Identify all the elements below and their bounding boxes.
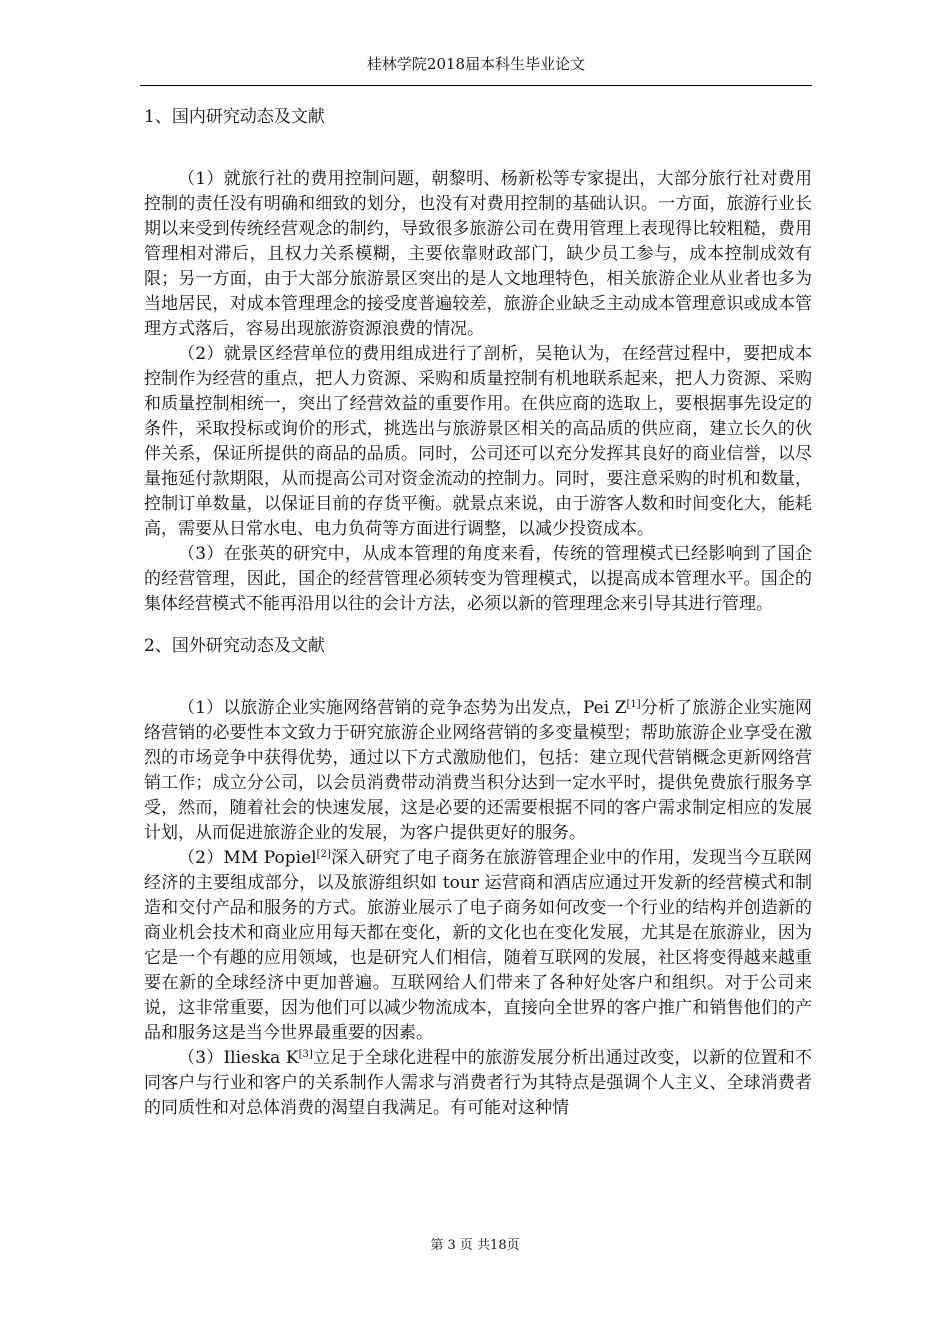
header-title: 桂林学院2018届本科生毕业论文 <box>366 55 586 73</box>
citation-ref: [2] <box>316 849 331 860</box>
paragraph: （2）就景区经营单位的费用组成进行了剖析，吴艳认为，在经营过程中，要把成本控制作为经营的重点，把人力资源、采购和质量控制有机地联系起来，把人力资源、采购和质量控制相统一，突出了经营效益的重要作用。在供应商的选取上，要根据事先设定的条件，采取投标或询价的形式，挑选出与旅游景区相关的高品质的供应商，建立长久的伙伴关系，保证所提供的商品的品质。同时，公司还可以充分发挥其良好的商业信誉，以尽量拖延付款期限，从而提高公司对资金流动的控制力。同时，要注意采购的时机和数量，控制订单数量，以保证目前的存货平衡。就景点来说，由于游客人数和时间变化大，能耗高，需要从日常水电、电力负荷等方面进行调整，以减少投资成本。 <box>144 344 812 539</box>
section-heading-domestic: 1、国内研究动态及文献 <box>144 107 325 127</box>
paragraph: （1）以旅游企业实施网络营销的竞争态势为出发点，Pei Z[1]分析了旅游企业实施网络营销的必要性本文致力于研究旅游企业网络营销的多变量模型；帮助旅游企业享受在激烈的市场竞争中获得优势，通过以下方式激励他们，包括：建立现代营销概念更新网络营销工作；成立分公司，以会员消费带动消费当积分达到一定水平时，提供免费旅行服务享受，然而，随着社会的快速发展，这是必要的还需要根据不同的客户需求制定相应的发展计划，从而促进旅游企业的发展，为客户提供更好的服务。 <box>144 698 813 843</box>
paragraph: （3）Ilieska K[3]立足于全球化进程中的旅游发展分析出通过改变，以新的位置和不同客户与行业和客户的关系制作人需求与消费者行为其特点是强调个人主义、全球消费者的同质性和对总体消费的渴望自我满足。有可能对这种情 <box>144 1048 812 1118</box>
citation-ref: [3] <box>298 1049 313 1060</box>
paragraph: （3）在张英的研究中，从成本管理的角度来看，传统的管理模式已经影响到了国企的经营管理，因此，国企的经营管理必须转变为管理模式，以提高成本管理水平。国企的集体经营模式不能再沿用以往的会计方法，必须以新的管理理念来引导其进行管理。 <box>144 544 812 614</box>
running-header <box>140 46 812 86</box>
citation-ref: [1] <box>626 699 641 710</box>
document-body <box>144 104 812 1121</box>
page-number: 第 3 页 共18页 <box>430 1238 520 1253</box>
page-footer <box>0 1234 950 1253</box>
section-heading-foreign: 2、国外研究动态及文献 <box>144 636 325 656</box>
paragraph: （1）就旅行社的费用控制问题，朝黎明、杨新松等专家提出，大部分旅行社对费用控制的责任没有明确和细致的划分，也没有对费用控制的基础认识。一方面，旅游行业长期以来受到传统经营观念的制约，导致很多旅游公司在费用管理上表现得比较粗糙，费用管理相对滞后，且权力关系模糊，主要依靠财政部门，缺少员工参与，成本控制成效有限；另一方面，由于大部分旅游景区突出的是人文地理特色，相关旅游企业从业者也多为当地居民，对成本管理理念的接受度普遍较差，旅游企业缺乏主动成本管理意识或成本管理方式落后，容易出现旅游资源浪费的情况。 <box>144 169 812 339</box>
paragraph: （2）MM Popiel[2]深入研究了电子商务在旅游管理企业中的作用，发现当今互联网经济的主要组成部分，以及旅游组织如 tour 运营商和酒店应通过开发新的经营模式和制造和交付产品和服务的方式。旅游业展示了电子商务如何改变一个行业的结构并创造新的商业机会技术和商业应用每天都在变化，新的文化也在变化发展，尤其是在旅游业，因为它是一个有趣的应用领域，也是研究人们相信，随着互联网的发展，社区将变得越来越重要在新的全球经济中更加普遍。互联网给人们带来了各种好处客户和组织。对于公司来说，这非常重要，因为他们可以减少物流成本，直接向全世界的客户推广和销售他们的产品和服务这是当今世界最重要的因素。 <box>144 848 813 1043</box>
